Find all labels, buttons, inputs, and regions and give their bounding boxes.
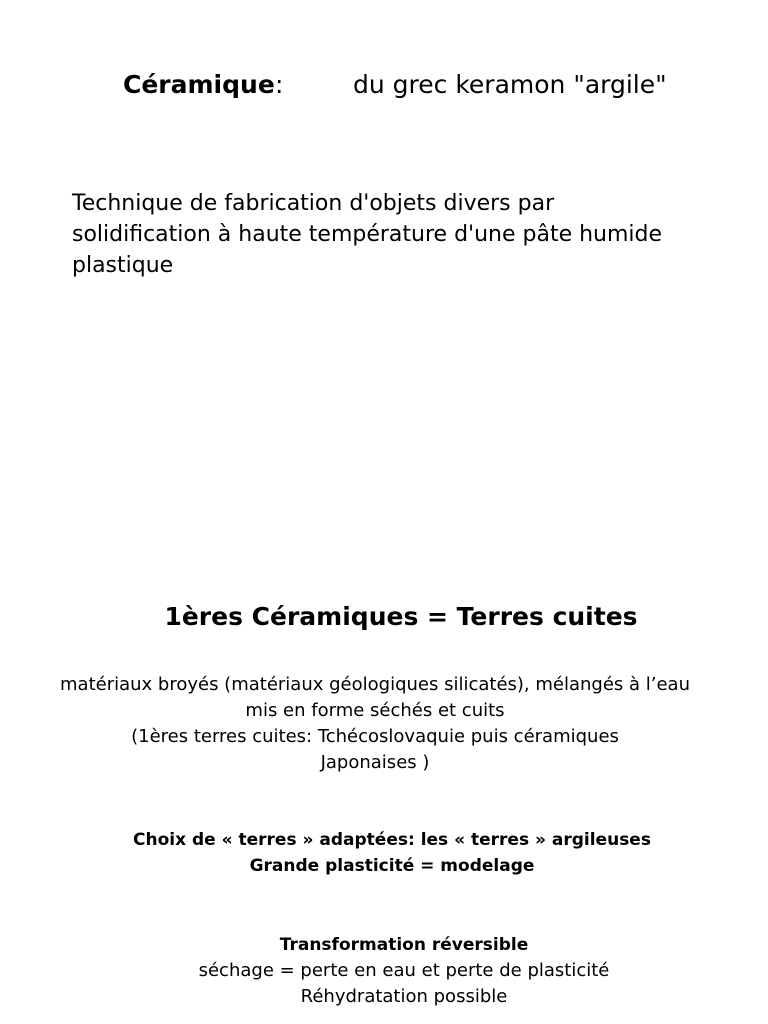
definition-line: solidification à haute température d'une pâte humide <box>72 222 663 247</box>
definition-line: plastique <box>72 253 174 278</box>
definition-paragraph <box>72 188 742 281</box>
transformation-line: séchage = perte en eau et perte de plasticité <box>198 960 610 981</box>
materials-line: Japonaises ) <box>320 752 430 773</box>
definition-line: Technique de fabrication d'objets divers par <box>72 191 555 216</box>
section-heading: 1ères Céramiques = Terres cuites <box>164 602 638 631</box>
materials-line: (1ères terres cuites: Tchécoslovaquie puis céramiques <box>131 726 619 747</box>
title-term: Céramique <box>123 70 275 99</box>
transformation-heading: Transformation réversible <box>279 935 529 955</box>
choice-line: Choix de « terres » adaptées: les « terres » argileuses <box>133 830 651 850</box>
materials-paragraph <box>0 672 750 776</box>
transformation-line: Réhydratation possible <box>300 986 508 1007</box>
transformation-paragraph <box>0 932 768 1010</box>
page-title <box>0 70 768 106</box>
materials-line: mis en forme séchés et cuits <box>245 700 505 721</box>
choice-line: Grande plasticité = modelage <box>249 856 535 876</box>
title-definition: du grec keramon "argile" <box>353 70 667 99</box>
title-colon: : <box>275 70 284 99</box>
choice-paragraph <box>0 827 768 879</box>
materials-line: matériaux broyés (matériaux géologiques silicatés), mélangés à l’eau <box>60 674 690 695</box>
